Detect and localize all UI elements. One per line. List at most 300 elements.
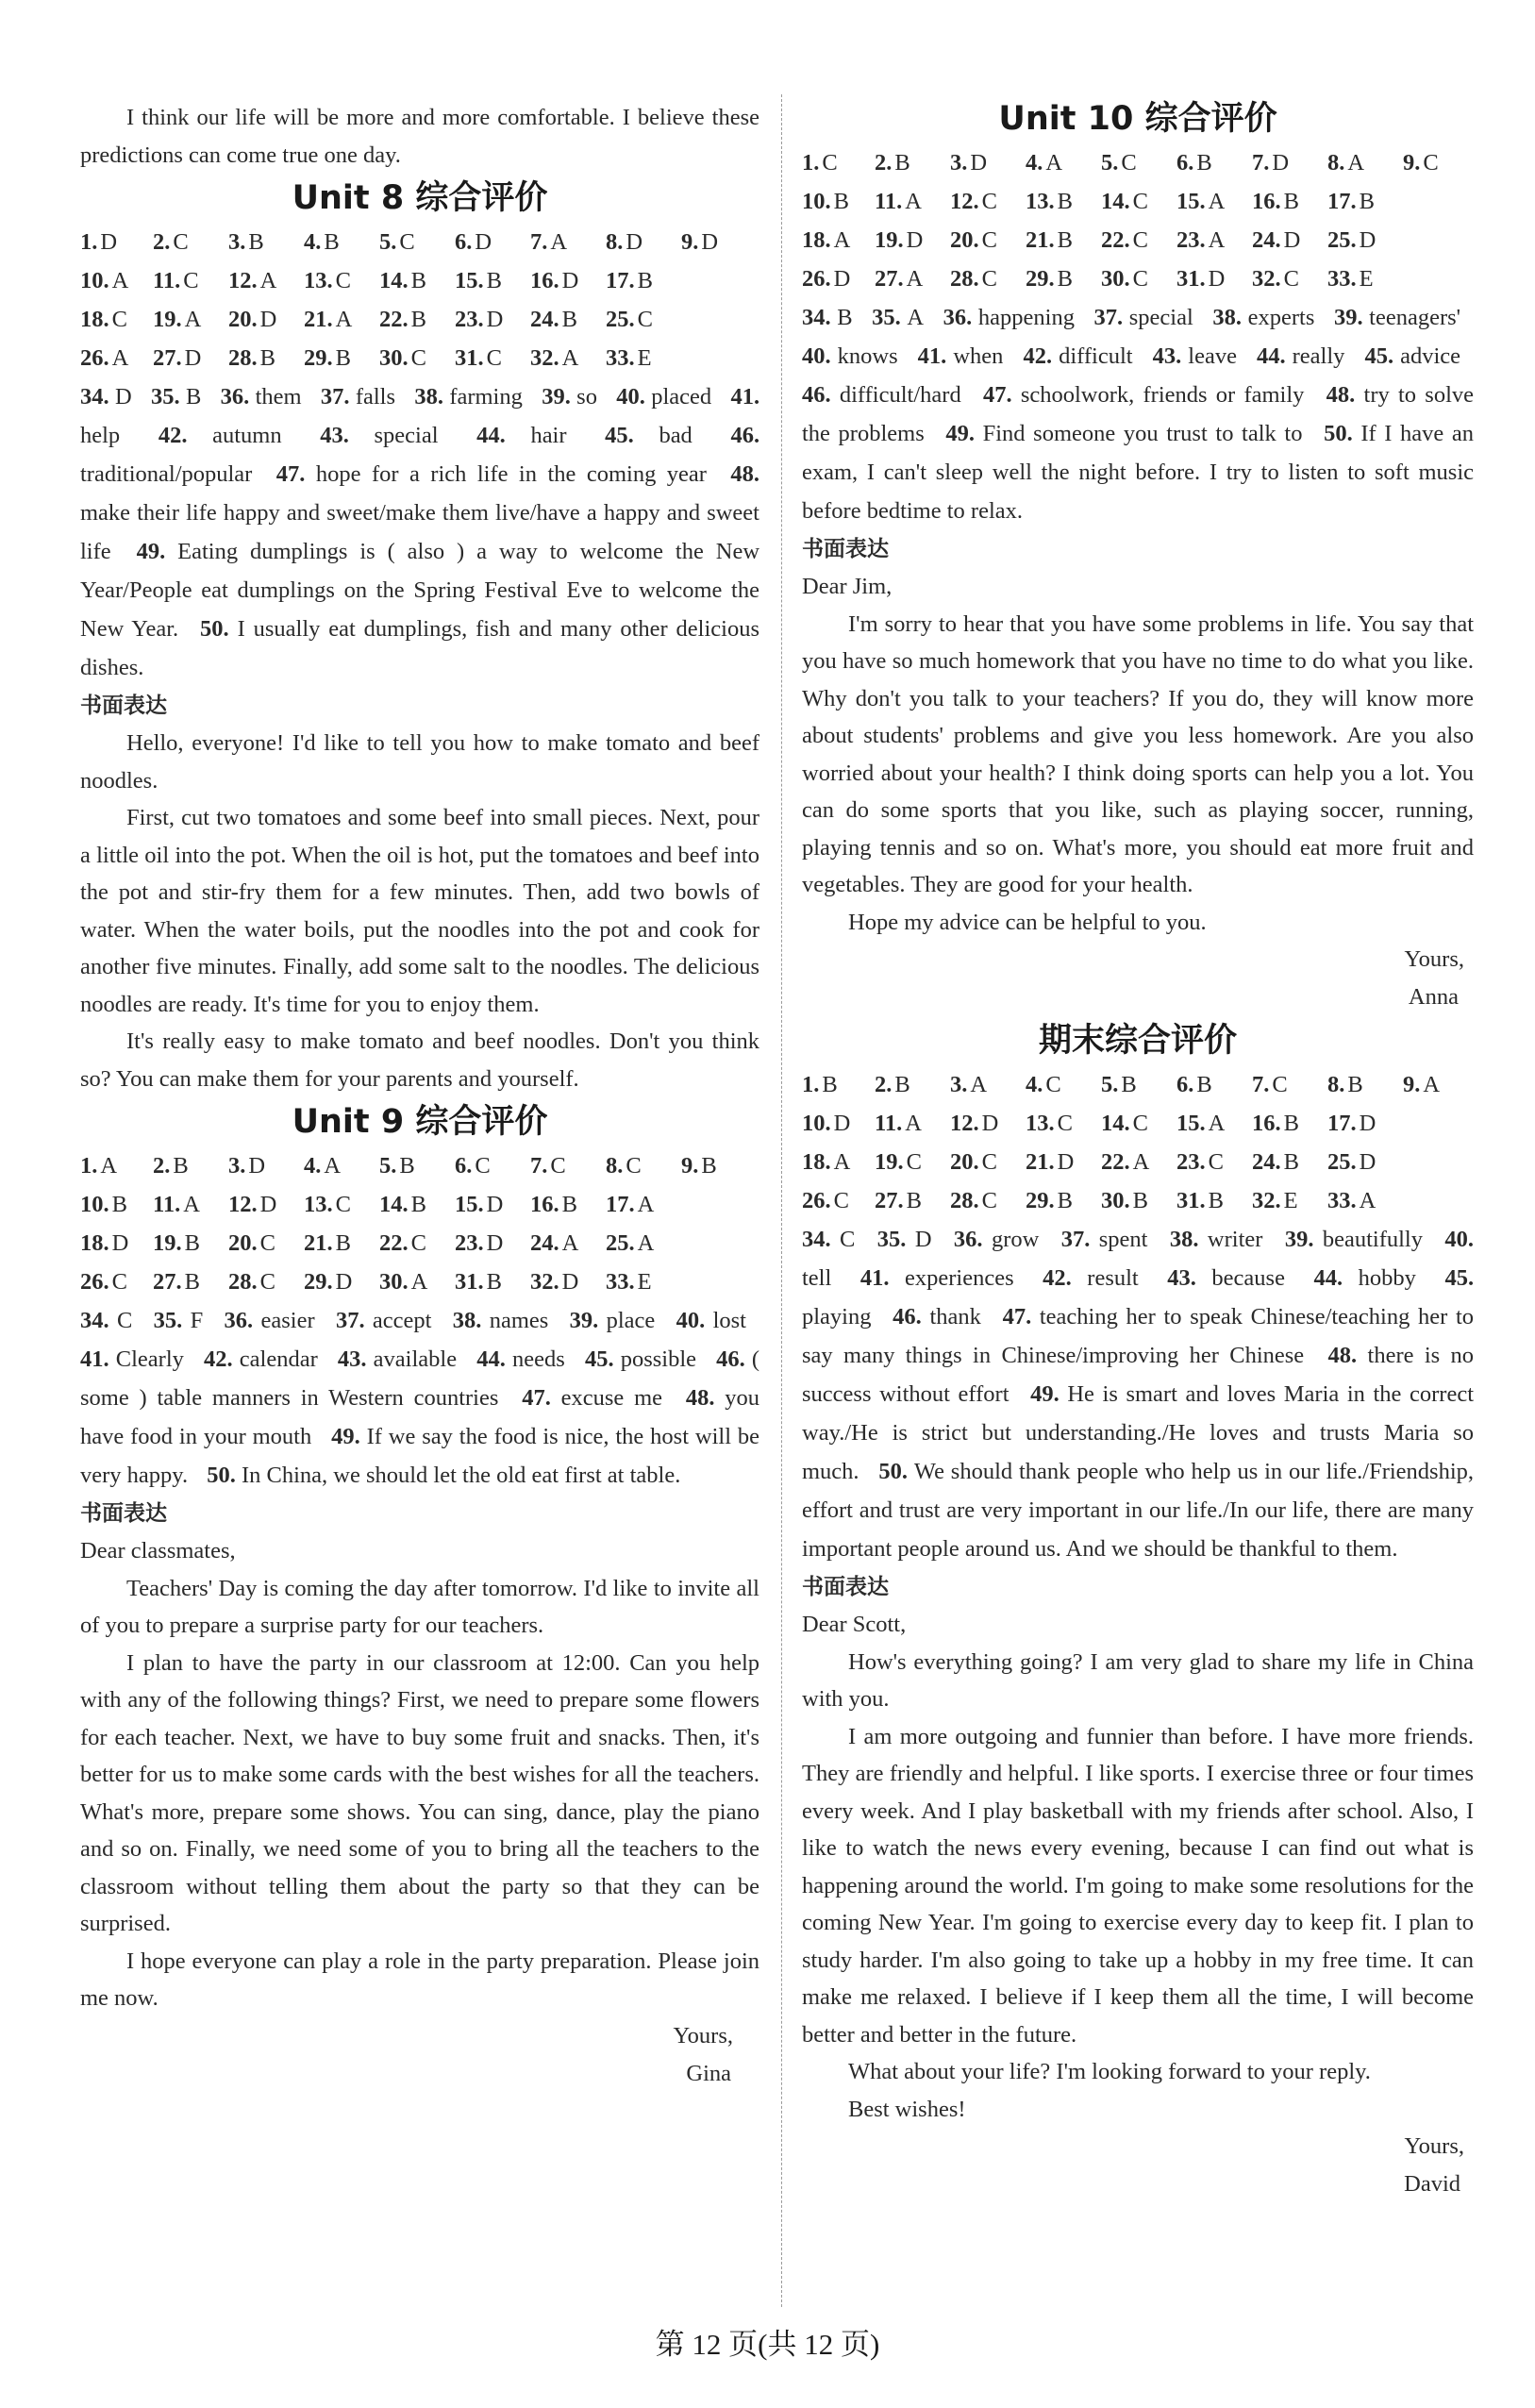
- answer-value: A: [905, 189, 922, 214]
- unit9-signature: Gina: [686, 2060, 731, 2086]
- answer-item: [606, 339, 681, 377]
- answer-item: [802, 259, 875, 298]
- answer-value: C: [399, 229, 415, 255]
- essay-paragraph: How's everything going? I am very glad to share my life in China with you.: [802, 1648, 1474, 1712]
- answer-value: A: [1132, 1149, 1150, 1175]
- answer-value: A: [550, 229, 568, 255]
- answer-item: [681, 1146, 757, 1185]
- fill-answer: [320, 423, 438, 448]
- question-number: 45.: [605, 423, 659, 448]
- answer-value: available: [373, 1346, 458, 1372]
- fill-answer: [605, 423, 692, 448]
- question-number: 44.: [476, 1346, 512, 1372]
- question-number: 2.: [153, 1153, 171, 1179]
- question-number: 11.: [875, 1111, 903, 1136]
- answer-value: D: [833, 1111, 851, 1136]
- answer-value: C: [410, 345, 426, 371]
- question-number: 43.: [1167, 1265, 1212, 1291]
- question-number: 34.: [80, 384, 115, 410]
- answer-value: B: [1196, 1072, 1212, 1097]
- question-number: 35.: [150, 384, 186, 410]
- answer-item: [1327, 143, 1403, 182]
- question-number: 4.: [304, 229, 322, 255]
- question-number: 5.: [379, 1153, 397, 1179]
- answer-value: schoolwork, friends or family: [1020, 382, 1305, 408]
- question-number: 50.: [1324, 421, 1361, 446]
- answer-row: [802, 221, 1474, 259]
- question-number: 39.: [1333, 305, 1370, 330]
- answer-item: [950, 259, 1026, 298]
- answer-item: [606, 223, 681, 261]
- question-number: 45.: [1364, 343, 1401, 369]
- answer-value: when: [953, 343, 1004, 369]
- answer-value: A: [833, 227, 851, 253]
- answer-value: D: [259, 307, 277, 332]
- answer-value: A: [259, 268, 277, 293]
- answer-value: result: [1087, 1265, 1139, 1291]
- question-number: 39.: [1284, 1227, 1323, 1252]
- answer-value: C: [981, 227, 997, 253]
- question-number: 20.: [228, 1230, 258, 1256]
- answer-value: E: [637, 1269, 652, 1295]
- answer-value: B: [894, 150, 910, 176]
- question-number: 44.: [1256, 343, 1293, 369]
- fill-answer: [802, 305, 853, 330]
- question-number: 33.: [1327, 1188, 1357, 1213]
- answer-value: accept: [372, 1308, 432, 1333]
- fill-answer: [151, 384, 201, 410]
- answer-value: A: [1347, 150, 1365, 176]
- question-number: 26.: [80, 345, 109, 371]
- answer-item: [1101, 143, 1176, 182]
- answer-item: [455, 261, 530, 300]
- fill-answer: [542, 384, 597, 410]
- answer-value: A: [561, 345, 579, 371]
- answer-item: [802, 1181, 875, 1220]
- question-number: 50.: [207, 1463, 242, 1488]
- essay-paragraph: Best wishes!: [848, 2096, 966, 2122]
- answer-value: C: [259, 1269, 275, 1295]
- question-number: 40.: [616, 384, 652, 410]
- answer-value: C: [833, 1188, 849, 1213]
- answer-item: [455, 223, 530, 261]
- answer-value: He is smart and loves Maria in the correct way./He is strict but understanding./He loves and trusts Maria so much.: [802, 1381, 1475, 1484]
- answer-item: [379, 1185, 455, 1224]
- fill-answer: [453, 1308, 549, 1333]
- answer-item: [1101, 259, 1176, 298]
- answer-item: [1327, 221, 1403, 259]
- answer-value: C: [335, 268, 351, 293]
- answer-value: B: [248, 229, 264, 255]
- answer-item: [606, 1146, 681, 1185]
- answer-value: D: [486, 307, 504, 332]
- unit8-mc: [80, 223, 759, 377]
- fill-answer: [80, 1346, 184, 1372]
- question-number: 23.: [1176, 227, 1206, 253]
- question-number: 1.: [80, 1153, 98, 1179]
- answer-item: [802, 143, 875, 182]
- answer-item: [304, 1263, 379, 1301]
- question-number: 12.: [228, 268, 258, 293]
- answer-item: [606, 1185, 681, 1224]
- answer-item: [1026, 1143, 1101, 1181]
- answer-value: D: [981, 1111, 999, 1136]
- question-number: 28.: [950, 1188, 979, 1213]
- answer-value: autumn: [212, 423, 282, 448]
- question-number: 49.: [136, 539, 178, 564]
- answer-value: C: [1132, 266, 1148, 292]
- answer-item: [153, 223, 228, 261]
- question-number: 17.: [1327, 1111, 1357, 1136]
- answer-item: [1327, 1065, 1403, 1104]
- answer-value: If we say the food is nice, the host will be very happy.: [80, 1424, 759, 1488]
- fill-answer: [893, 1304, 981, 1329]
- question-number: 17.: [1327, 189, 1357, 214]
- question-number: 19.: [875, 1149, 904, 1175]
- fill-answer: [918, 343, 1004, 369]
- essay-paragraph: I plan to have the party in our classroom at 12:00. Can you help with any of the following things? First, we need to prepare some flowers for each teacher. Next, we have to buy some fruit and snacks. Then, it's better for us to make some cards with the best wishes for all the teachers. What's more, prepare some shows. You can sing, dance, play the piano and so on. Finally, we need some of you to bring all the teachers to the classroom without telling them about the party so that they can be surprised.: [80, 1649, 759, 1936]
- question-number: 4.: [1026, 1072, 1043, 1097]
- answer-value: ( some ) table manners in Western countries: [80, 1346, 760, 1411]
- answer-item: [950, 143, 1026, 182]
- question-number: 15.: [1176, 1111, 1206, 1136]
- answer-value: D: [1208, 266, 1226, 292]
- answer-value: leave: [1188, 343, 1237, 369]
- intro-paragraph: I think our life will be more and more comfortable. I believe these predictions can come true one day.: [80, 105, 759, 168]
- fill-answer: [476, 1346, 565, 1372]
- answer-value: tell: [802, 1265, 832, 1291]
- answer-item: [455, 1185, 530, 1224]
- question-number: 44.: [476, 423, 531, 448]
- question-number: 48.: [730, 461, 760, 487]
- essay-paragraph: I hope everyone can play a role in the party preparation. Please join me now.: [80, 1948, 759, 2011]
- answer-row: [802, 182, 1474, 221]
- answer-value: really: [1292, 343, 1345, 369]
- answer-value: B: [173, 1153, 189, 1179]
- answer-value: C: [111, 1269, 127, 1295]
- question-number: 30.: [379, 1269, 409, 1295]
- answer-value: traditional/popular: [80, 461, 253, 487]
- answer-value: writer: [1207, 1227, 1263, 1252]
- question-number: 5.: [379, 229, 397, 255]
- question-number: 1.: [802, 1072, 820, 1097]
- answer-value: B: [259, 345, 275, 371]
- essay-paragraph: Hello, everyone! I'd like to tell you how to make tomato and beef noodles.: [80, 730, 759, 794]
- answer-item: [379, 1224, 455, 1263]
- answer-item: [80, 339, 153, 377]
- answer-item: [1026, 143, 1101, 182]
- question-number: 14.: [379, 1192, 409, 1217]
- answer-value: possible: [620, 1346, 697, 1372]
- question-number: 9.: [681, 229, 699, 255]
- answer-value: C: [981, 1188, 997, 1213]
- answer-row: [80, 1224, 759, 1263]
- answer-item: [228, 261, 304, 300]
- question-number: 28.: [950, 266, 979, 292]
- fill-answer: [1212, 305, 1314, 330]
- answer-value: bad: [659, 423, 692, 448]
- answer-value: hope for a rich life in the coming year: [315, 461, 707, 487]
- answer-value: C: [335, 1192, 351, 1217]
- answer-item: [875, 1104, 950, 1143]
- answer-value: C: [981, 189, 997, 214]
- fill-answer: [1285, 1227, 1423, 1252]
- answer-item: [80, 1146, 153, 1185]
- answer-item: [80, 1185, 153, 1224]
- answer-item: [1101, 1181, 1176, 1220]
- question-number: 39.: [542, 384, 577, 410]
- fill-answer: [954, 1227, 1039, 1252]
- answer-value: A: [561, 1230, 579, 1256]
- final-title: 期末综合评价: [1038, 1022, 1237, 1060]
- answer-item: [875, 1181, 950, 1220]
- answer-item: [802, 221, 875, 259]
- answer-item: [304, 339, 379, 377]
- fill-answer: [983, 382, 1304, 408]
- answer-item: [455, 1224, 530, 1263]
- question-number: 32.: [530, 1269, 559, 1295]
- question-number: 3.: [950, 1072, 968, 1097]
- answer-value: calendar: [239, 1346, 318, 1372]
- question-number: 34.: [80, 1308, 117, 1333]
- answer-item: [153, 1185, 228, 1224]
- essay-paragraph: I'm sorry to hear that you have some problems in life. You say that you have so much homework that you have no time to do what you like. Why don't you talk to your teachers? If you do, they will know more about students' problems and give you less homework. Are you also worried about your health? I think doing sports can help you a lot. You can do some sports that you like, such as playing soccer, running, playing tennis and so on. What's more, you should eat more fruit and vegetables. They are good for your health.: [802, 610, 1474, 897]
- answer-value: D: [906, 227, 924, 253]
- question-number: 24.: [1252, 227, 1281, 253]
- answer-item: [1026, 1181, 1101, 1220]
- answer-row: [80, 1263, 759, 1301]
- answer-item: [802, 1104, 875, 1143]
- answer-value: A: [970, 1072, 988, 1097]
- answer-value: make their life happy and sweet/make them live/have a happy and sweet life: [80, 500, 759, 564]
- question-number: 49.: [331, 1424, 367, 1449]
- question-number: 31.: [455, 345, 484, 371]
- answer-value: A: [1208, 189, 1226, 214]
- fill-answer: [676, 1308, 746, 1333]
- answer-value: them: [255, 384, 302, 410]
- answer-item: [530, 1263, 606, 1301]
- answer-value: needs: [512, 1346, 565, 1372]
- fill-answer: [570, 1308, 656, 1333]
- answer-value: D: [701, 229, 719, 255]
- answer-value: C: [1132, 1111, 1148, 1136]
- unit10-signature: Anna: [1408, 984, 1459, 1010]
- answer-value: B: [1283, 1111, 1299, 1136]
- question-number: 8.: [1327, 1072, 1345, 1097]
- answer-item: [304, 1224, 379, 1263]
- answer-value: C: [259, 1230, 275, 1256]
- question-number: 1.: [802, 150, 820, 176]
- unit9-mc: [80, 1146, 759, 1301]
- question-number: 41.: [917, 343, 954, 369]
- answer-value: B: [410, 307, 426, 332]
- answer-value: C: [1132, 227, 1148, 253]
- answer-item: [1026, 221, 1101, 259]
- answer-value: D: [561, 268, 579, 293]
- answer-item: [379, 1146, 455, 1185]
- answer-value: C: [981, 266, 997, 292]
- page-footer: 第 12 页(共 12 页): [655, 2328, 880, 2361]
- answer-value: C: [626, 1153, 642, 1179]
- answer-value: because: [1211, 1265, 1285, 1291]
- fill-answer: [225, 1308, 315, 1333]
- question-number: 2.: [875, 1072, 893, 1097]
- answer-item: [875, 143, 950, 182]
- question-number: 10.: [80, 268, 109, 293]
- fill-answer: [321, 384, 395, 410]
- answer-item: [875, 1143, 950, 1181]
- question-number: 18.: [802, 227, 831, 253]
- answer-value: D: [1359, 227, 1376, 253]
- answer-item: [1176, 182, 1252, 221]
- fill-answer: [1153, 343, 1237, 369]
- unit10-fill: [802, 298, 1474, 530]
- answer-value: A: [905, 1111, 922, 1136]
- answer-value: special: [1128, 305, 1193, 330]
- answer-value: B: [1057, 1188, 1073, 1213]
- unit10-salutation: Dear Jim,: [802, 574, 893, 599]
- answer-item: [228, 300, 304, 339]
- question-number: 42.: [158, 423, 213, 448]
- question-number: 8.: [606, 1153, 624, 1179]
- answer-item: [875, 1065, 950, 1104]
- question-number: 50.: [200, 616, 238, 642]
- answer-item: [379, 300, 455, 339]
- fill-answer: [154, 1308, 204, 1333]
- question-number: 46.: [893, 1304, 930, 1329]
- question-number: 40.: [1444, 1227, 1475, 1252]
- question-number: 37.: [320, 384, 356, 410]
- answer-item: [802, 1143, 875, 1181]
- answer-row: [80, 223, 759, 261]
- question-number: 12.: [950, 189, 979, 214]
- question-number: 31.: [455, 1269, 484, 1295]
- question-number: 29.: [304, 345, 333, 371]
- answer-item: [1252, 143, 1327, 182]
- question-number: 42.: [1043, 1265, 1088, 1291]
- answer-value: C: [637, 307, 653, 332]
- question-number: 41.: [859, 1265, 905, 1291]
- question-number: 27.: [153, 345, 182, 371]
- answer-item: [1101, 221, 1176, 259]
- essay-paragraph: What about your life? I'm looking forward to your reply.: [848, 2059, 1371, 2084]
- fill-answer: [943, 305, 1075, 330]
- answer-value: D: [486, 1192, 504, 1217]
- fill-answer: [80, 1308, 132, 1333]
- fill-answer: [221, 384, 302, 410]
- answer-item: [1327, 1181, 1403, 1220]
- answer-value: A: [184, 307, 202, 332]
- question-number: 47.: [1002, 1304, 1040, 1329]
- answer-item: [153, 1263, 228, 1301]
- answer-value: Clearly: [115, 1346, 184, 1372]
- answer-row: [802, 143, 1474, 182]
- answer-value: hair: [530, 423, 567, 448]
- question-number: 15.: [455, 1192, 484, 1217]
- answer-item: [379, 261, 455, 300]
- question-number: 41.: [730, 384, 760, 410]
- unit10-writing-label: 书面表达: [802, 537, 889, 561]
- question-number: 10.: [802, 189, 831, 214]
- fill-answer: [802, 343, 898, 369]
- answer-value: C: [1045, 1072, 1061, 1097]
- answer-value: D: [100, 229, 118, 255]
- question-number: 24.: [530, 1230, 559, 1256]
- answer-item: [950, 1065, 1026, 1104]
- answer-item: [875, 259, 950, 298]
- answer-item: [1252, 221, 1327, 259]
- answer-value: D: [475, 229, 492, 255]
- answer-value: We should thank people who help us in our life./Friendship, effort and trust are very important in our life./In our life, there are many important people around us. And we should be thankful to them.: [802, 1459, 1475, 1562]
- answer-item: [228, 223, 304, 261]
- question-number: 50.: [878, 1459, 914, 1484]
- question-number: 38.: [452, 1308, 490, 1333]
- question-number: 18.: [80, 307, 109, 332]
- question-number: 9.: [1403, 1072, 1421, 1097]
- question-number: 48.: [1326, 382, 1364, 408]
- answer-value: so: [576, 384, 597, 410]
- fill-answer: [802, 1227, 855, 1252]
- answer-item: [1327, 182, 1403, 221]
- question-number: 47.: [982, 382, 1021, 408]
- answer-value: Find someone you trust to talk to: [982, 421, 1303, 446]
- answer-row: [802, 259, 1474, 298]
- question-number: 41.: [80, 1346, 116, 1372]
- question-number: 25.: [606, 1230, 635, 1256]
- answer-value: B: [1057, 189, 1073, 214]
- question-number: 47.: [522, 1385, 561, 1411]
- answer-value: B: [335, 345, 351, 371]
- answer-item: [875, 182, 950, 221]
- question-number: 22.: [1101, 227, 1130, 253]
- answer-value: A: [324, 1153, 342, 1179]
- answer-item: [1252, 1104, 1327, 1143]
- answer-value: D: [970, 150, 988, 176]
- answer-value: If I have an exam, I can't sleep well the night before. I try to listen to soft music before bedtime to relax.: [802, 421, 1475, 524]
- answer-row: [802, 1065, 1474, 1104]
- answer-item: [80, 223, 153, 261]
- answer-item: [1026, 259, 1101, 298]
- answer-item: [1101, 1065, 1176, 1104]
- left-column: [80, 99, 759, 2093]
- answer-item: [950, 1104, 1026, 1143]
- fill-answer: [1061, 1227, 1148, 1252]
- answer-item: [530, 1224, 606, 1263]
- question-number: 30.: [1101, 1188, 1130, 1213]
- answer-value: farming: [449, 384, 523, 410]
- question-number: 3.: [950, 150, 968, 176]
- question-number: 19.: [153, 1230, 182, 1256]
- answer-item: [1176, 221, 1252, 259]
- answer-value: D: [114, 384, 132, 410]
- answer-item: [950, 1181, 1026, 1220]
- fill-answer: [1364, 343, 1460, 369]
- answer-value: B: [561, 307, 577, 332]
- answer-item: [530, 300, 606, 339]
- question-number: 42.: [1023, 343, 1059, 369]
- answer-value: place: [606, 1308, 656, 1333]
- fill-answer: [1257, 343, 1344, 369]
- answer-value: there is no success without effort: [802, 1343, 1475, 1407]
- question-number: 17.: [606, 1192, 635, 1217]
- question-number: 30.: [1101, 266, 1130, 292]
- fill-answer: [802, 382, 961, 408]
- column-divider: [781, 94, 782, 2307]
- answer-item: [1252, 1065, 1327, 1104]
- question-number: 28.: [228, 1269, 258, 1295]
- answer-item: [1327, 1143, 1403, 1181]
- question-number: 5.: [1101, 150, 1119, 176]
